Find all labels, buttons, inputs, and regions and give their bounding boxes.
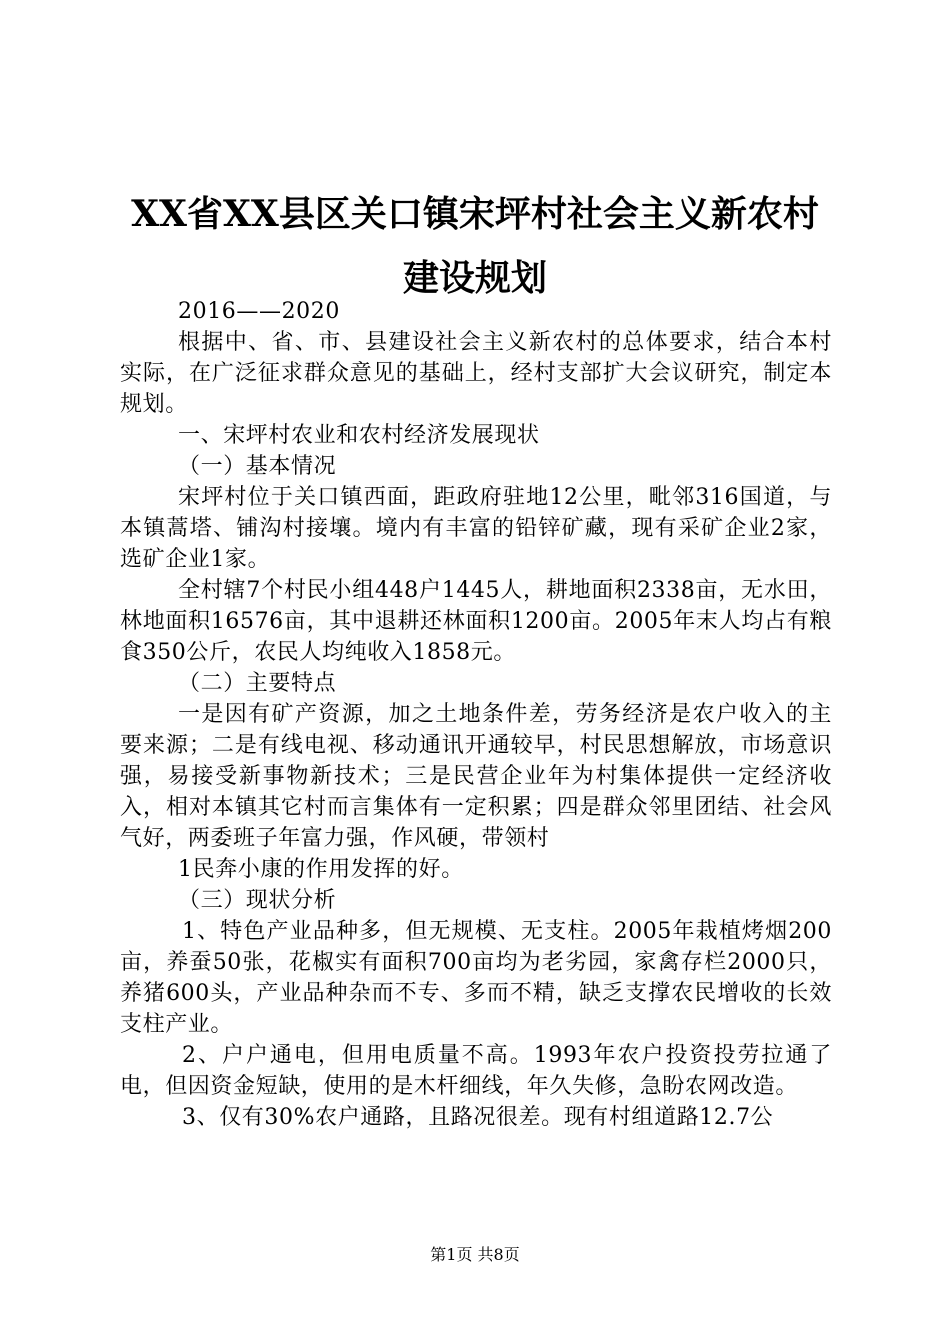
subheading-basic: （一）基本情况 [178,454,337,479]
subheading-features: （二）主要特点 [178,671,337,696]
paragraph-location: 宋坪村位于关口镇西面，距政府驻地12公里，毗邻316国道，与本镇蒿塔、铺沟村接壤。境内有丰富的铅锌矿藏，现有采矿企业2家，选矿企业1家。 [120,485,832,572]
subheading-analysis: （三）现状分析 [178,888,337,913]
document-title: XX省XX县区关口镇宋坪村社会主义新农村建设规划 [131,193,819,299]
paragraph-analysis-1: 1、特色产业品种多，但无规模、无支柱。2005年栽植烤烟200亩，养蚕50张，花椒实有面积700亩均为老劣园，家禽存栏2000只，养猪600头，产业品种杂而不专、多而不精，缺乏支撑农民增收的长效支柱产业。 [120,919,832,1037]
paragraph-features: 一是因有矿产资源，加之土地条件差，劳务经济是农户收入的主要来源；二是有线电视、移动通讯开通较早，村民思想解放，市场意识强，易接受新事物新技术；三是民营企业年为村集体提供一定经济收入，相对本镇其它村而言集体有一定积累；四是群众邻里团结、社会风气好，两委班子年富力强，作风硬，带领村 [120,702,832,851]
date-range: 2016——2020 [178,299,340,324]
section-heading-1: 一、宋坪村农业和农村经济发展现状 [178,423,540,448]
paragraph-analysis-2: 2、户户通电，但用电质量不高。1993年农户投资投劳拉通了电，但因资金短缺，使用的是木杆细线，年久失修，急盼农网改造。 [120,1043,832,1099]
paragraph-population: 全村辖7个村民小组448户1445人，耕地面积2338亩，无水田，林地面积16576亩，其中退耕还林面积1200亩。2005年末人均占有粮食350公斤，农民人均纯收入1858元。 [120,578,832,665]
intro-paragraph: 根据中、省、市、县建设社会主义新农村的总体要求，结合本村实际，在广泛征求群众意见的基础上，经村支部扩大会议研究，制定本规划。 [120,330,832,417]
page-number-footer: 第1页 共8页 [430,1245,520,1264]
paragraph-features-cont: 1民奔小康的作用发挥的好。 [178,857,464,882]
document-body [120,296,832,1133]
paragraph-analysis-3: 3、仅有30%农户通路，且路况很差。现有村组道路12.7公 [182,1105,774,1130]
